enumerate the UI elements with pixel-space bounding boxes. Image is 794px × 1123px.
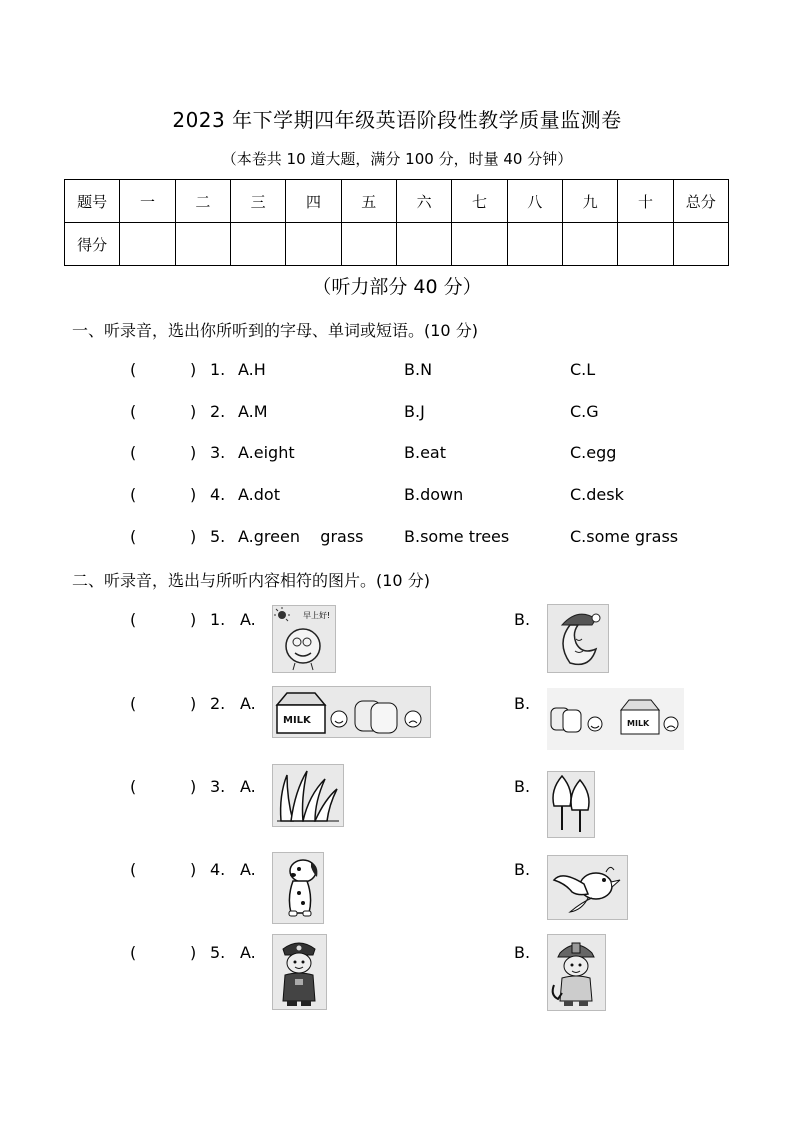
option-c: C.egg (570, 443, 617, 462)
score-table-column: 一 (120, 180, 175, 223)
score-table-column: 三 (230, 180, 285, 223)
question-number: 2. (210, 694, 226, 713)
score-cell[interactable] (452, 223, 507, 266)
option-c: C.some grass (570, 527, 679, 546)
score-cell[interactable] (175, 223, 230, 266)
option-c: C.G (570, 402, 599, 421)
score-cell[interactable] (341, 223, 396, 266)
score-cell[interactable] (507, 223, 562, 266)
answer-paren-close: ) (190, 485, 197, 504)
part1-question-4 (0, 485, 794, 509)
answer-paren-open[interactable]: ( (130, 402, 137, 421)
score-cell[interactable] (618, 223, 673, 266)
score-table-column: 四 (286, 180, 341, 223)
answer-paren-close: ) (190, 402, 197, 421)
answer-paren-open[interactable]: ( (130, 485, 137, 504)
answer-paren-close: ) (190, 527, 197, 546)
answer-paren-open[interactable]: ( (130, 860, 137, 879)
score-table-score-row (65, 223, 729, 266)
answer-paren-close: ) (190, 694, 197, 713)
answer-paren-open[interactable]: ( (130, 694, 137, 713)
question-number: 4. (210, 485, 226, 504)
part1-question-2 (0, 402, 794, 426)
listening-section-title: （听力部分 40 分） (312, 276, 482, 298)
score-cell[interactable] (120, 223, 175, 266)
score-cell[interactable] (230, 223, 285, 266)
grass-image (272, 764, 344, 827)
milk-label: MILK (627, 719, 650, 728)
score-cell[interactable] (396, 223, 451, 266)
page-title: 2023 年下学期四年级英语阶段性教学质量监测卷 (172, 108, 622, 132)
score-table-column: 总分 (673, 180, 728, 223)
trees-image (547, 771, 595, 838)
score-table-row-label: 题号 (65, 180, 120, 223)
score-table-header-row (65, 180, 729, 223)
answer-paren-open[interactable]: ( (130, 943, 137, 962)
answer-paren-close: ) (190, 443, 197, 462)
answer-paren-close: ) (190, 610, 197, 629)
option-a-label: A. (240, 694, 256, 713)
option-a-label: A. (240, 943, 256, 962)
option-a: A.M (238, 402, 268, 421)
part1-heading: 一、听录音，选出你所听到的字母、单词或短语。(10 分) (72, 321, 478, 340)
answer-paren-close: ) (190, 360, 197, 379)
option-b: B.eat (404, 443, 446, 462)
score-table-column: 五 (341, 180, 396, 223)
page-subtitle: （本卷共 10 道大题，满分 100 分，时量 40 分钟） (221, 150, 573, 168)
option-b: B.N (404, 360, 433, 379)
answer-paren-close: ) (190, 777, 197, 796)
police-officer-image (272, 934, 327, 1010)
question-number: 2. (210, 402, 226, 421)
bread-happy-milk-sad-image (547, 688, 684, 750)
option-c: C.desk (570, 485, 624, 504)
part1-question-3 (0, 443, 794, 467)
score-table (64, 179, 729, 266)
part1-question-1 (0, 360, 794, 384)
answer-paren-open[interactable]: ( (130, 610, 137, 629)
part1-question-5 (0, 527, 794, 551)
milk-happy-bread-sad-image (272, 686, 431, 738)
good-morning-sun-image (272, 605, 336, 673)
question-number: 1. (210, 360, 226, 379)
option-a-label: A. (240, 610, 256, 629)
option-b-label: B. (514, 694, 531, 713)
option-b-label: B. (514, 610, 531, 629)
score-cell[interactable] (286, 223, 341, 266)
option-a: A.H (238, 360, 266, 379)
answer-paren-open[interactable]: ( (130, 527, 137, 546)
question-number: 1. (210, 610, 226, 629)
option-b-label: B. (514, 943, 531, 962)
answer-paren-open[interactable]: ( (130, 360, 137, 379)
question-number: 4. (210, 860, 226, 879)
question-number: 3. (210, 777, 226, 796)
score-table-column: 十 (618, 180, 673, 223)
part2-heading: 二、听录音，选出与所听内容相符的图片。(10 分) (72, 571, 430, 590)
option-a: A.eight (238, 443, 295, 462)
option-a-label: A. (240, 860, 256, 879)
part2-question-4 (0, 860, 794, 884)
bird-image (547, 855, 628, 920)
answer-paren-close: ) (190, 943, 197, 962)
score-table-column: 六 (396, 180, 451, 223)
firefighter-image (547, 934, 606, 1011)
score-table-column: 八 (507, 180, 562, 223)
option-c: C.L (570, 360, 596, 379)
score-table-row-label: 得分 (65, 223, 120, 266)
score-cell[interactable] (562, 223, 617, 266)
dog-image (272, 852, 324, 924)
option-b: B.some trees (404, 527, 510, 546)
score-table-column: 七 (452, 180, 507, 223)
answer-paren-close: ) (190, 860, 197, 879)
option-a: A.green grass (238, 527, 364, 546)
option-b-label: B. (514, 777, 531, 796)
part2-question-3 (0, 777, 794, 801)
question-number: 5. (210, 943, 226, 962)
option-b: B.down (404, 485, 464, 504)
part2-question-5 (0, 943, 794, 967)
milk-label: MILK (283, 715, 311, 726)
question-number: 3. (210, 443, 226, 462)
option-a: A.dot (238, 485, 280, 504)
speech-caption: 早上好! (303, 611, 331, 620)
option-a-label: A. (240, 777, 256, 796)
score-table-column: 九 (562, 180, 617, 223)
option-b: B.J (404, 402, 425, 421)
score-table-column: 二 (175, 180, 230, 223)
sleeping-moon-image (547, 604, 609, 673)
option-b-label: B. (514, 860, 531, 879)
score-cell[interactable] (673, 223, 728, 266)
part2-question-1 (0, 610, 794, 634)
answer-paren-open[interactable]: ( (130, 777, 137, 796)
question-number: 5. (210, 527, 226, 546)
answer-paren-open[interactable]: ( (130, 443, 137, 462)
